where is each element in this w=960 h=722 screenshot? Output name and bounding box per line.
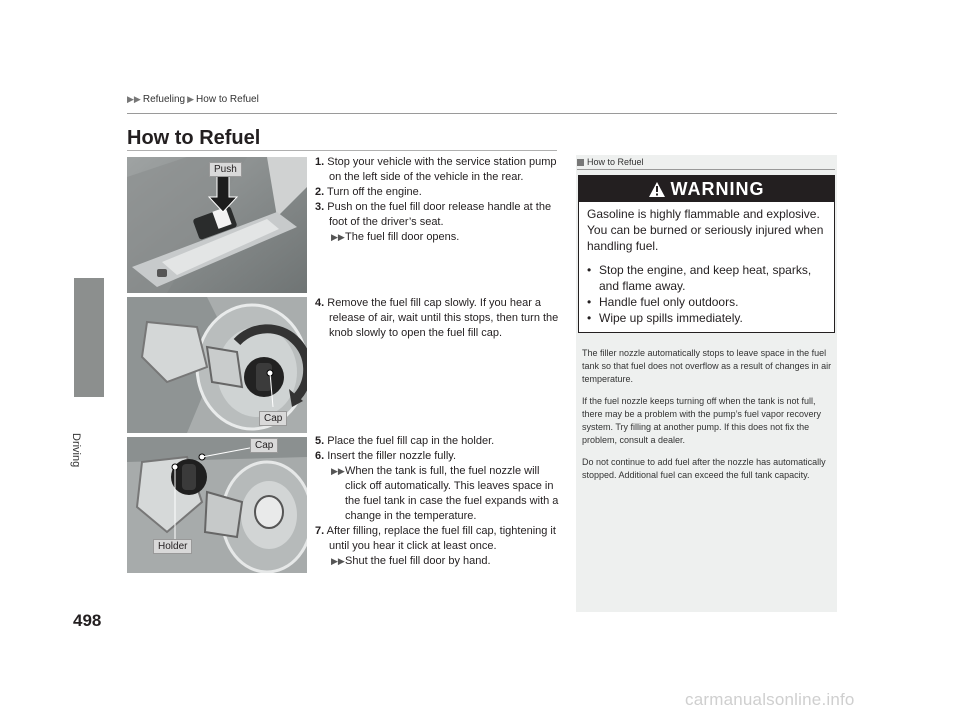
warning-item: • Wipe up spills immediately. [587,310,826,326]
result-arrow-icon: ▶▶ [331,466,345,476]
step-7 [315,524,561,554]
step-text: Turn off the engine. [327,186,422,198]
steps-group-2 [315,296,561,341]
step-text: Stop your vehicle with the service station pump on the left side of the vehicle in the rear. [327,156,557,183]
step-number: 5. [315,435,325,447]
steps-group-1 [315,155,561,245]
warning-body [579,202,834,326]
warning-item: • Stop the engine, and keep heat, sparks, and flame away. [587,262,826,294]
step-6-result [315,464,561,524]
watermark: carmanualsonline.info [685,690,855,709]
step-3 [315,200,561,230]
step-text: Place the fuel fill cap in the holder. [327,435,495,447]
warning-list [587,262,826,326]
fuel-cap-photo [127,297,307,433]
breadcrumb-how-to-refuel[interactable]: How to Refuel [196,94,259,105]
section-tab [74,278,104,397]
step-3-result [315,230,561,245]
step-7-result [315,554,561,569]
step-text: After filling, replace the fuel fill cap, tightening it until you hear it click at least once. [326,525,556,552]
step-number: 4. [315,297,325,309]
result-arrow-icon: ▶▶ [331,232,345,242]
breadcrumb-refueling[interactable]: Refueling [142,94,186,105]
section-label: Driving [70,433,82,468]
warning-triangle-icon [649,182,665,197]
sidebar-heading [577,157,644,167]
sidebar-heading-text: How to Refuel [587,157,644,167]
result-arrow-icon: ▶▶ [331,556,345,566]
breadcrumb-separator-icon: ▶ [187,94,195,104]
page-number: 498 [73,611,102,630]
step-5 [315,434,561,449]
page-title: How to Refuel [127,127,261,149]
breadcrumb-arrow-icon: ▶▶ [127,94,141,104]
header-divider [127,113,837,114]
breadcrumb [127,94,259,105]
note-paragraph: The filler nozzle automatically stops to leave space in the fuel tank so that fuel does not overflow as a result of changes in air temperature. [582,348,832,384]
sidebar-divider [577,169,835,170]
step-6 [315,449,561,464]
warning-label: WARNING [670,178,765,199]
step-2 [315,185,561,200]
warning-intro: Gasoline is highly flammable and explosive. You can be burned or seriously injured when handling fuel. [587,207,824,253]
cap-holder-photo [127,437,307,573]
result-text: The fuel fill door opens. [345,231,460,243]
step-number: 7. [315,525,325,537]
sidebar-notes [582,347,832,491]
holder-callout: Holder [153,539,192,554]
warning-header [579,176,834,202]
push-callout: Push [209,162,242,177]
release-handle-photo [127,157,307,293]
title-divider [127,150,557,151]
steps-group-3 [315,434,561,569]
step-text: Remove the fuel fill cap slowly. If you hear a release of air, wait until this stops, then turn the knob slowly to open the fuel fill cap. [327,297,559,339]
cap-callout-holder-photo: Cap [250,438,278,453]
note-paragraph: Do not continue to add fuel after the nozzle has automatically stopped. Additional fuel can exceed the full tank capacity. [582,457,826,480]
step-text: Insert the filler nozzle fully. [327,450,457,462]
warning-box [578,175,835,333]
step-number: 1. [315,156,325,168]
step-4 [315,296,561,341]
step-1 [315,155,561,185]
note-paragraph: If the fuel nozzle keeps turning off when the tank is not full, there may be a problem with the pump’s fuel vapor recovery system. Try filling at another pump. If this does not fix the problem, consult a dealer. [582,396,821,445]
warning-item: • Handle fuel only outdoors. [587,294,826,310]
step-text: Push on the fuel fill door release handle at the foot of the driver’s seat. [327,201,552,228]
step-number: 6. [315,450,325,462]
step-number: 2. [315,186,325,198]
cap-callout: Cap [259,411,287,426]
step-number: 3. [315,201,325,213]
result-text: When the tank is full, the fuel nozzle will click off automatically. This leaves space in the fuel tank in case the fuel expands with a change in the temperature. [345,465,559,522]
result-text: Shut the fuel fill door by hand. [345,555,491,567]
reference-icon [577,159,584,166]
